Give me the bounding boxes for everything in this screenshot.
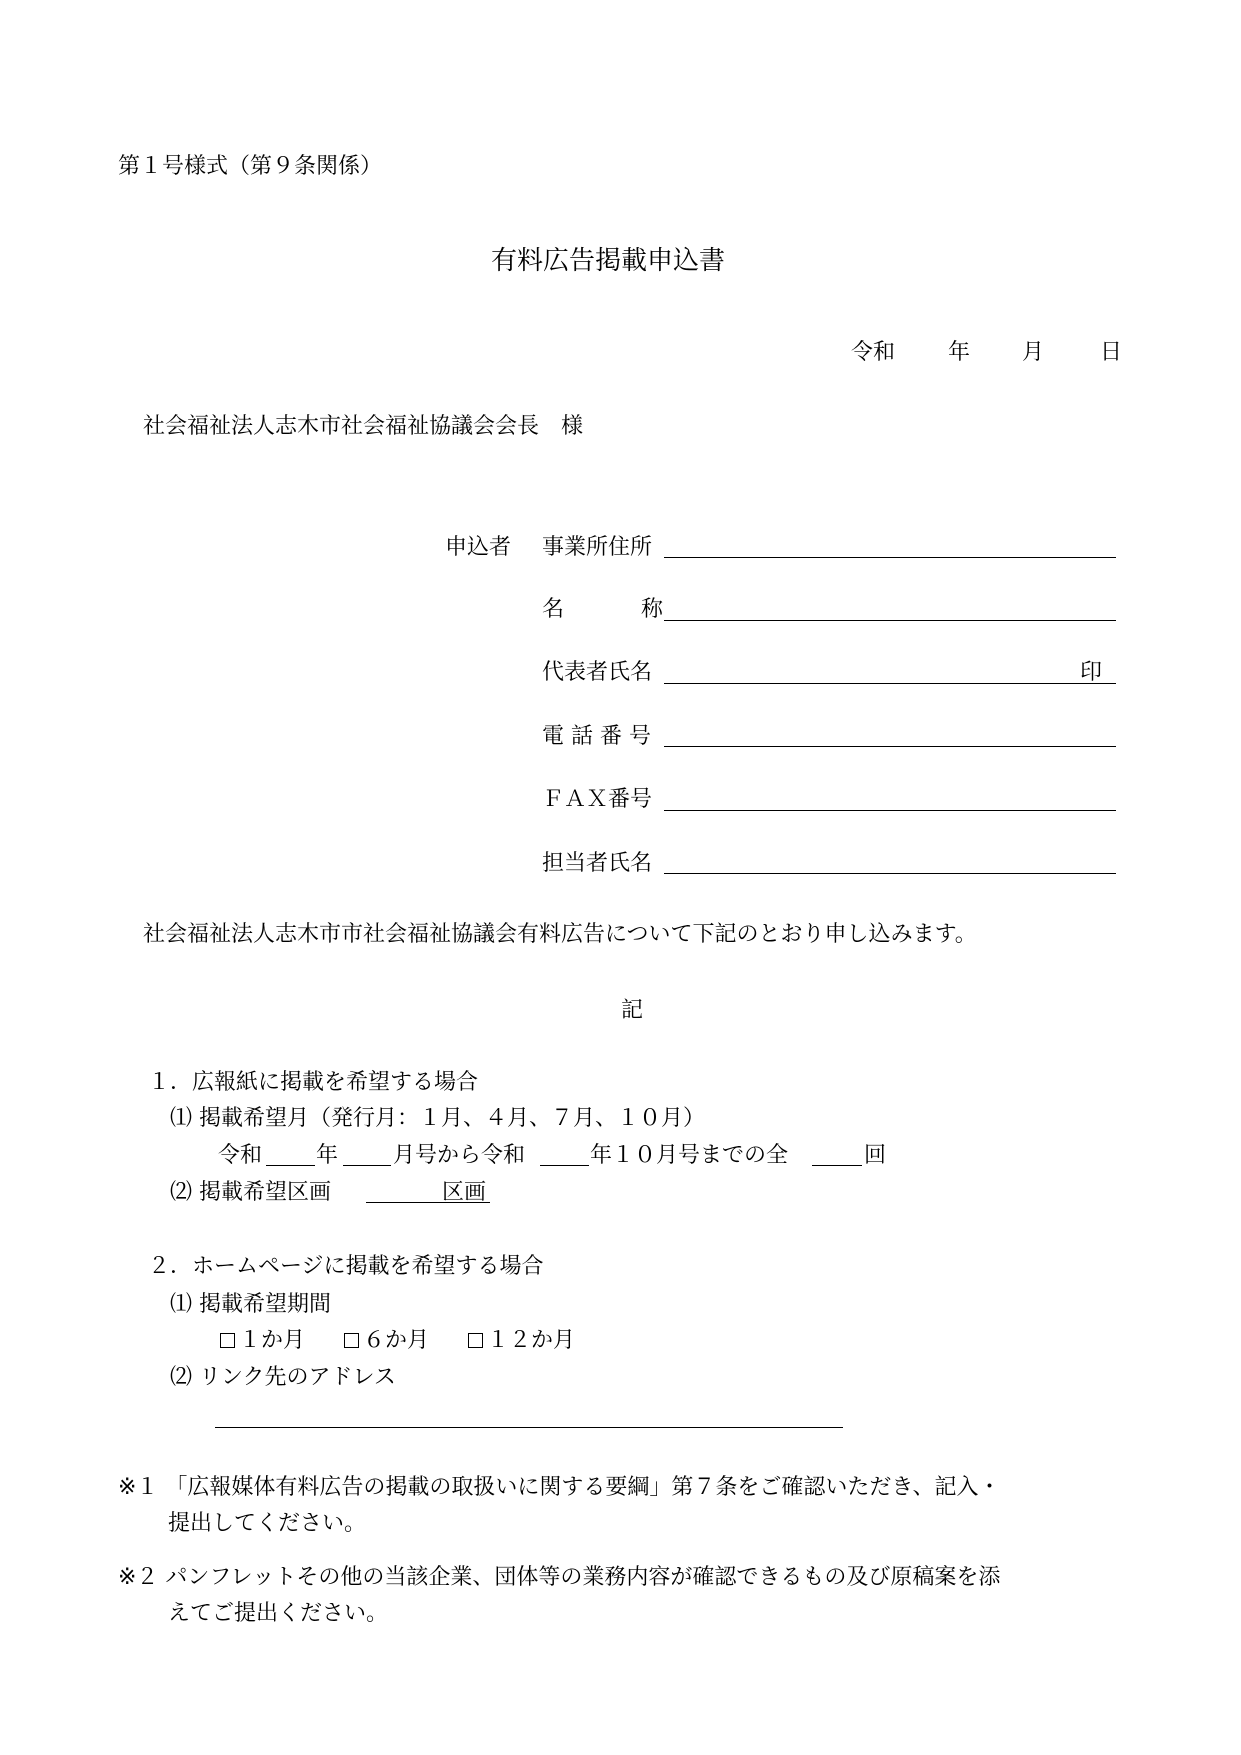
- link-address-field[interactable]: [215, 1427, 843, 1428]
- section1-heading: １．広報紙に掲載を希望する場合: [148, 1070, 479, 1095]
- section1-item1-label: ⑴ 掲載希望月（発行月：１月、４月、７月、１０月）: [170, 1106, 705, 1131]
- section2-item2-label: ⑵ リンク先のアドレス: [170, 1365, 396, 1390]
- phone-field[interactable]: [664, 746, 1116, 747]
- note1-line1: ※１ 「広報媒体有料広告の掲載の取扱いに関する要綱」第７条をご確認いただき、記入・: [118, 1475, 1001, 1500]
- checkbox-icon[interactable]: [220, 1333, 235, 1348]
- date-year-label: 年: [948, 340, 971, 365]
- section1-item2-unit: 区画: [442, 1180, 487, 1205]
- document-title: 有料広告掲載申込書: [491, 246, 726, 276]
- ki-heading: 記: [621, 998, 644, 1023]
- period-suffix: 年１０月号までの全: [590, 1143, 789, 1168]
- representative-field[interactable]: [664, 683, 1116, 684]
- applicant-heading: 申込者: [445, 535, 512, 560]
- end-year-field[interactable]: [540, 1165, 589, 1166]
- addressee: 社会福祉法人志木市社会福祉協議会会長 様: [143, 414, 584, 439]
- name-field[interactable]: [664, 620, 1116, 621]
- address-label: 事業所住所: [542, 535, 653, 560]
- option-12-months[interactable]: [468, 1330, 575, 1352]
- checkbox-icon[interactable]: [468, 1333, 483, 1348]
- period-nen-1: 年: [316, 1143, 339, 1168]
- note2-line1: ※２ パンフレットその他の当該企業、団体等の業務内容が確認できるもの及び原稿案を添: [118, 1565, 1001, 1590]
- date-era: 令和: [851, 340, 896, 365]
- section1-item2-label: ⑵ 掲載希望区画: [170, 1180, 331, 1205]
- checkbox-icon[interactable]: [344, 1333, 359, 1348]
- note1-line2: 提出してください。: [168, 1511, 367, 1536]
- option-12-months-label: １２か月: [487, 1328, 576, 1353]
- option-6-months[interactable]: [344, 1330, 429, 1352]
- phone-label: 電 話 番 号: [542, 724, 651, 749]
- option-6-months-label: ６か月: [363, 1328, 430, 1353]
- period-kai: 回: [864, 1143, 887, 1168]
- option-1-month-label: １か月: [239, 1328, 306, 1353]
- fax-label: ＦＡＸ番号: [542, 787, 653, 812]
- period-getsugou: 月号から令和: [393, 1143, 526, 1168]
- date-month-label: 月: [1022, 340, 1045, 365]
- period-reiwa-1: 令和: [218, 1143, 263, 1168]
- option-1-month[interactable]: [220, 1330, 305, 1352]
- name-label-1: 名: [542, 597, 565, 622]
- contact-label: 担当者氏名: [542, 851, 653, 876]
- name-label-2: 称: [641, 597, 664, 622]
- start-year-field[interactable]: [266, 1165, 315, 1166]
- fax-field[interactable]: [664, 810, 1116, 811]
- seal-mark: 印: [1080, 660, 1103, 685]
- count-field[interactable]: [812, 1165, 862, 1166]
- date-day-label: 日: [1100, 340, 1123, 365]
- intro-text: 社会福祉法人志木市市社会福祉協議会有料広告について下記のとおり申し込みます。: [143, 922, 977, 947]
- note2-line2: えてご提出ください。: [168, 1601, 389, 1626]
- representative-label: 代表者氏名: [542, 660, 653, 685]
- contact-field[interactable]: [664, 873, 1116, 874]
- section2-heading: ２．ホームページに掲載を希望する場合: [148, 1254, 544, 1279]
- form-number: 第１号様式（第９条関係）: [118, 154, 383, 179]
- section2-item1-label: ⑴ 掲載希望期間: [170, 1292, 331, 1317]
- address-field[interactable]: [664, 557, 1116, 558]
- start-month-field[interactable]: [343, 1165, 391, 1166]
